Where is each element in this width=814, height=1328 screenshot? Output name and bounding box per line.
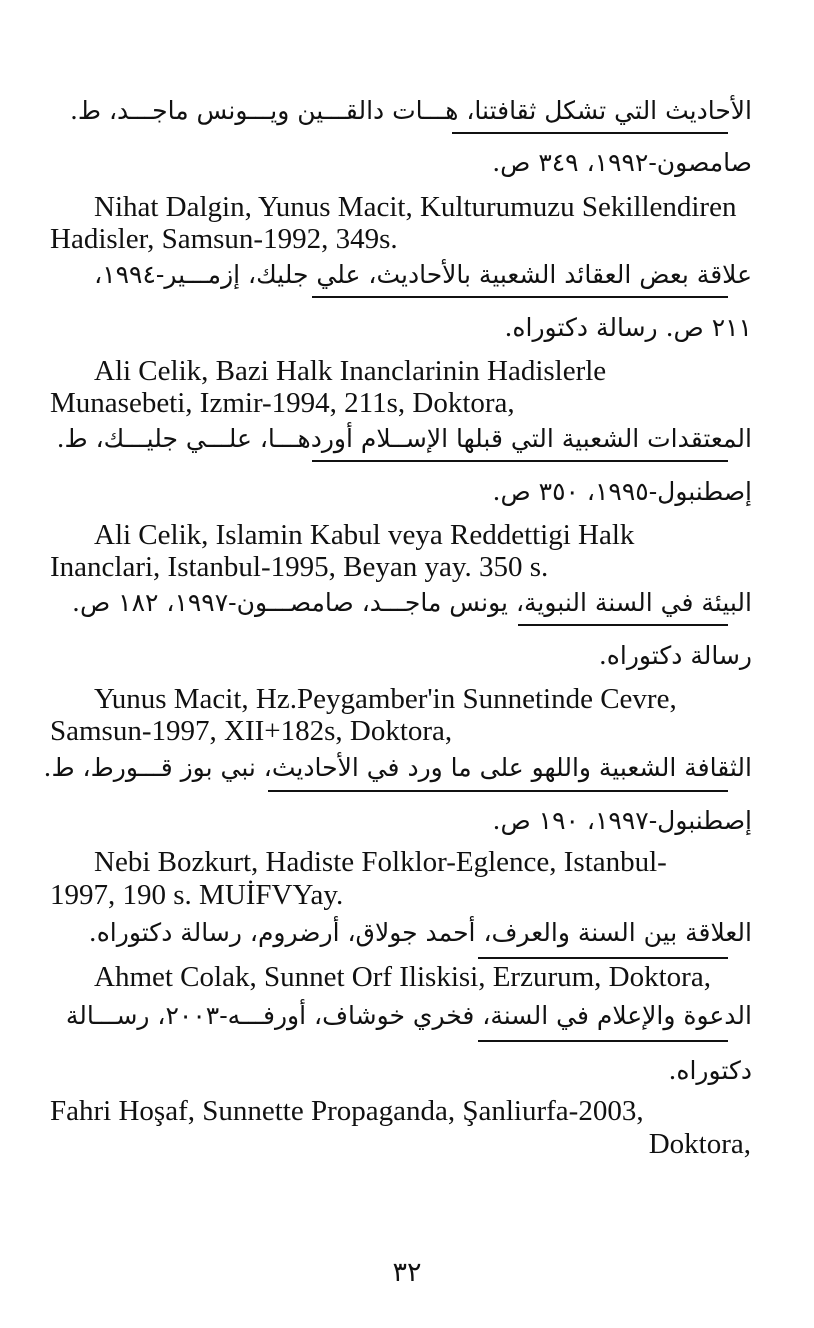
entry-3-latin-line-1: Ali Celik, Islamin Kabul veya Reddettigi Halk: [94, 519, 635, 551]
entry-4-latin-line-2: Samsun-1997, XII+182s, Doktora,: [50, 715, 453, 747]
entry-5-title-underline: [268, 790, 728, 792]
entry-2-title-underline: [312, 296, 728, 298]
entry-1-latin-line-2: Hadisler, Samsun-1992, 349s.: [50, 223, 398, 255]
entry-4-latin-line-1: Yunus Macit, Hz.Peygamber'in Sunnetinde Cevre,: [94, 683, 677, 715]
entry-7-arabic-title: الدعوة والإعلام في السنة، فخري خوشاف، أورفـــه-٢٠٠٣، رســـالة: [65, 1001, 752, 1030]
entry-2-latin-line-1: Ali Celik, Bazi Halk Inanclarinin Hadislerle: [94, 355, 607, 387]
entry-3-arabic-imprint: إصطنبول-١٩٩٥، ٣٥٠ ص.: [492, 477, 752, 506]
entry-5-latin-line-1: Nebi Bozkurt, Hadiste Folklor-Eglence, Istanbul-: [94, 846, 667, 878]
entry-3-title-underline: [312, 460, 728, 462]
entry-7-latin-line-2: Doktora,: [648, 1128, 751, 1160]
entry-4-title-underline: [518, 624, 728, 626]
entry-2-arabic-imprint: ٢١١ ص. رسالة دكتوراه.: [504, 313, 752, 342]
entry-5-arabic-imprint: إصطنبول-١٩٩٧، ١٩٠ ص.: [492, 806, 752, 835]
entry-2-latin-line-2: Munasebeti, Izmir-1994, 211s, Doktora,: [50, 387, 515, 419]
entry-1-arabic-imprint: صامصون-١٩٩٢، ٣٤٩ ص.: [492, 148, 752, 177]
entry-4-arabic-title: البيئة في السنة النبوية، يونس ماجـــد، صامصـــون-١٩٩٧، ١٨٢ ص.: [72, 588, 752, 617]
entry-6-title-underline: [478, 957, 728, 959]
entry-7-latin-line-1: Fahri Hoşaf, Sunnette Propaganda, Şanliurfa-2003,: [50, 1095, 644, 1127]
entry-2-arabic-title: علاقة بعض العقائد الشعبية بالأحاديث، علي جليك، إزمـــير-١٩٩٤،: [94, 260, 752, 289]
page-number: ٣٢: [392, 1257, 422, 1288]
entry-6-arabic-title: العلاقة بين السنة والعرف، أحمد جولاق، أرضروم، رسالة دكتوراه.: [88, 918, 752, 947]
entry-1-latin-line-1: Nihat Dalgin, Yunus Macit, Kulturumuzu Sekillendiren: [94, 191, 737, 223]
entry-5-arabic-title: الثقافة الشعبية واللهو على ما ورد في الأحاديث، نبي بوز قـــورط، ط.: [43, 753, 752, 782]
entry-4-arabic-imprint: رسالة دكتوراه.: [598, 641, 752, 670]
entry-1-arabic-title: الأحاديث التي تشكل ثقافتنا، هـــات دالقـــين ويـــونس ماجـــد، ط.: [69, 96, 752, 125]
entry-3-latin-line-2: Inanclari, Istanbul-1995, Beyan yay. 350 s.: [50, 551, 549, 583]
entry-3-arabic-title: المعتقدات الشعبية التي قبلها الإســلام أوردهـــا، علـــي جليـــك، ط.: [56, 424, 752, 453]
entry-5-latin-line-2: 1997, 190 s. MUİFVYay.: [50, 879, 344, 911]
entry-7-title-underline: [478, 1040, 728, 1042]
entry-6-latin-line-1: Ahmet Colak, Sunnet Orf Iliskisi, Erzurum, Doktora,: [94, 961, 711, 993]
entry-1-title-underline: [452, 132, 728, 134]
entry-7-arabic-imprint: دكتوراه.: [668, 1056, 752, 1085]
